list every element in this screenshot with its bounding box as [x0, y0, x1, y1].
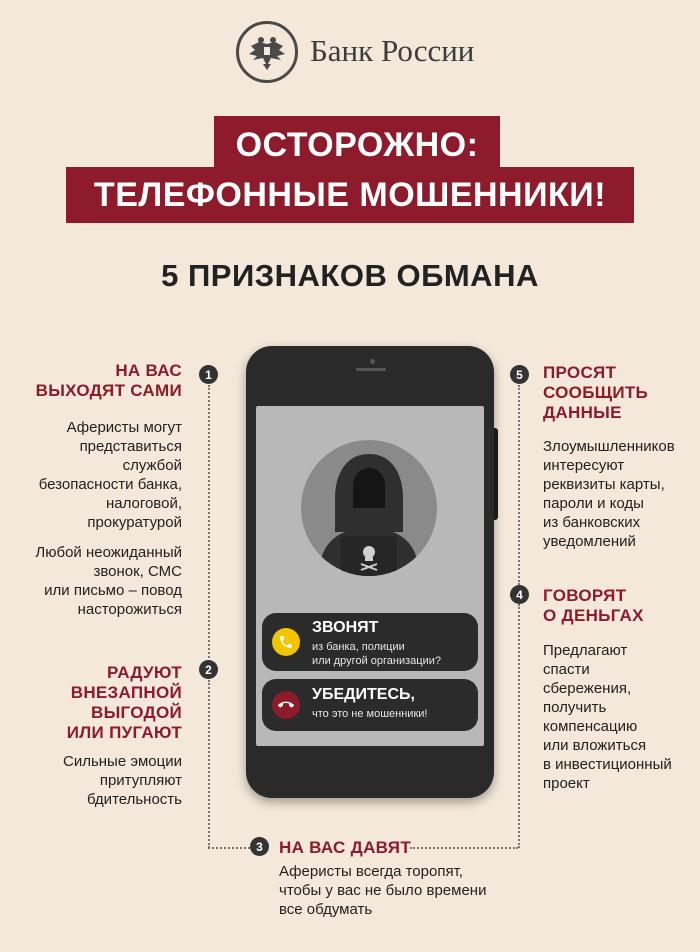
call-card-verify — [262, 679, 478, 731]
sign-5-heading: ПРОСЯТ СООБЩИТЬ ДАННЫЕ — [543, 363, 649, 422]
phone-speaker — [356, 368, 386, 371]
call-2-subtitle: что это не мошенники! — [312, 708, 428, 720]
title-line-1: ОСТОРОЖНО: — [214, 116, 500, 174]
sign-4-number: 4 — [510, 585, 529, 604]
sign-5-number: 5 — [510, 365, 529, 384]
connector-bottom-right — [410, 847, 518, 849]
sign-2-text: Сильные эмоции притупляют бдительность — [62, 753, 182, 808]
sign-1-heading: НА ВАС ВЫХОДЯТ САМИ — [35, 361, 182, 400]
call-card-incoming — [262, 613, 478, 671]
call-1-subtitle: из банка, полиции или другой организации? — [312, 641, 441, 667]
phone-camera — [370, 359, 375, 364]
call-2-title: УБЕДИТЕСЬ, — [312, 686, 415, 703]
sign-3-number: 3 — [250, 837, 269, 856]
sign-1-text: Аферисты могут представиться службой безопасности банка, налоговой, прокуратурой — [38, 419, 182, 531]
phone-answer-icon[interactable] — [272, 628, 300, 656]
connector-left-upper — [208, 385, 210, 658]
sign-1-note: Любой неожиданный звонок, СМС или письмо – повод насторожиться — [35, 544, 182, 618]
sign-1-number: 1 — [199, 365, 218, 384]
call-1-title: ЗВОНЯТ — [312, 619, 379, 636]
connector-left-lower — [208, 680, 210, 848]
caller-avatar — [301, 440, 437, 576]
connector-right-lower — [518, 604, 520, 848]
logo-text: Банк России — [310, 33, 475, 68]
title-line-2: ТЕЛЕФОННЫЕ МОШЕННИКИ! — [66, 167, 634, 223]
sign-2-heading: РАДУЮТ ВНЕЗАПНОЙ ВЫГОДОЙ ИЛИ ПУГАЮТ — [66, 663, 182, 742]
sign-4-text: Предлагают спасти сбережения, получить компенсацию или вложиться в инвестиционный проект — [543, 642, 672, 792]
subtitle: 5 ПРИЗНАКОВ ОБМАНА — [161, 258, 539, 293]
connector-right-upper — [518, 385, 520, 585]
connector-bottom — [208, 847, 250, 849]
logo-emblem — [236, 21, 298, 83]
sign-3-text: Аферисты всегда торопят, чтобы у вас не было времени все обдумать — [279, 863, 487, 918]
sign-2-number: 2 — [199, 660, 218, 679]
double-headed-eagle-icon — [245, 30, 289, 74]
phone-decline-icon[interactable] — [272, 691, 300, 719]
sign-5-text: Злоумышленников интересуют реквизиты карты, пароли и коды из банковских уведомлений — [543, 438, 675, 550]
sign-4-heading: ГОВОРЯТ О ДЕНЬГАХ — [543, 586, 644, 625]
hooded-hacker-icon — [301, 440, 437, 576]
sign-3-heading: НА ВАС ДАВЯТ — [279, 838, 412, 857]
